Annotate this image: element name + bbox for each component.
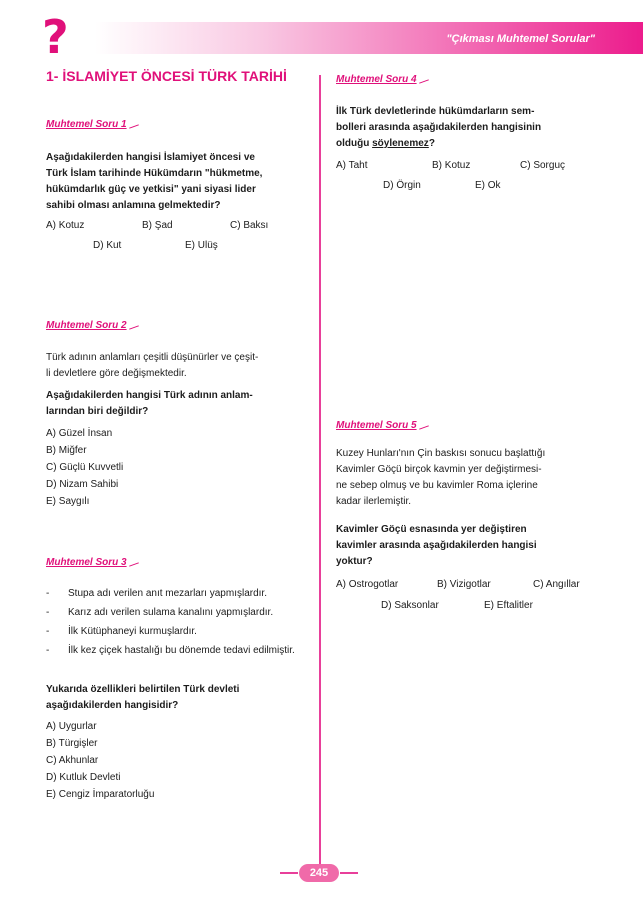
text-line: Kavimler Göçü birçok kavmin yer değiştirmesi- <box>336 464 542 475</box>
question-mark-icon: ? <box>42 10 69 64</box>
question-2-text <box>46 388 304 420</box>
question-1-text <box>46 150 304 214</box>
option-b[interactable]: B) Vizigotlar <box>437 579 491 590</box>
option-a[interactable]: A) Ostrogotlar <box>336 579 399 590</box>
text-line <box>336 136 592 152</box>
option-e[interactable]: E) Ulüş <box>185 240 218 251</box>
text-line: aşağıdakilerden hangisidir? <box>46 700 179 711</box>
option-c[interactable]: C) Sorguç <box>520 160 566 171</box>
bullet-item: - İlk kez çiçek hastalığı bu dönemde tedavi edilmiştir. <box>46 644 304 658</box>
text-line: larından biri değildir? <box>46 406 149 417</box>
option-d[interactable]: D) Kut <box>93 240 122 251</box>
text-line: Kuzey Hunları'nın Çin baskısı sonucu başlattığı <box>336 448 546 459</box>
page-number: 245 <box>299 864 339 882</box>
question-3-text <box>46 682 304 714</box>
text-line: hükümdarlık güç ve yetkisi" yani siyasi lider <box>46 184 256 195</box>
series-title: "Çıkması Muhtemel Sorular" <box>446 33 595 45</box>
bullet-item: - Stupa adı verilen anıt mezarları yapmışlardır. <box>46 587 304 601</box>
option-a[interactable]: A) Güzel İnsan <box>46 428 113 439</box>
section-title: 1- İSLAMİYET ÖNCESİ TÜRK TARİHİ <box>46 68 287 84</box>
text-line: kavimler arasında aşağıdakilerden hangisi <box>336 540 537 551</box>
text-line: sahibi olması anlamına gelmektedir? <box>46 200 221 211</box>
option-d[interactable]: D) Nizam Sahibi <box>46 479 119 490</box>
question-tag-2: Muhtemel Soru 2 <box>46 320 127 331</box>
text-line: kadar ilerlemiştir. <box>336 496 412 507</box>
text-line: li devletlere göre değişmektedir. <box>46 368 187 379</box>
question-5-text <box>336 522 592 570</box>
question-4-text <box>336 104 592 152</box>
option-b[interactable]: B) Şad <box>142 220 173 231</box>
option-a[interactable]: A) Kotuz <box>46 220 85 231</box>
question-tag-5: Muhtemel Soru 5 <box>336 420 417 431</box>
option-e[interactable]: E) Ok <box>475 180 501 191</box>
text-line: bolleri arasında aşağıdakilerden hangisinin <box>336 122 542 133</box>
option-c[interactable]: C) Angıllar <box>533 579 580 590</box>
question-3-bullets <box>46 587 304 663</box>
option-b[interactable]: B) Kotuz <box>432 160 471 171</box>
text-line: İlk Türk devletlerinde hükümdarların sem- <box>336 106 535 117</box>
emphasis-word: söylenemez <box>372 138 429 149</box>
option-b[interactable]: B) Türgişler <box>46 738 98 749</box>
text-fragment: olduğu <box>336 138 373 149</box>
question-3-options <box>46 718 304 803</box>
option-a[interactable]: A) Taht <box>336 160 368 171</box>
question-2-stem <box>46 350 304 382</box>
option-a[interactable]: A) Uygurlar <box>46 721 97 732</box>
text-line: Kavimler Göçü esnasında yer değiştiren <box>336 524 527 535</box>
option-d[interactable]: D) Saksonlar <box>381 600 439 611</box>
option-e[interactable]: E) Saygılı <box>46 496 90 507</box>
column-divider <box>319 75 321 865</box>
option-b[interactable]: B) Miğfer <box>46 445 87 456</box>
text-fragment: ? <box>428 138 435 149</box>
text-line: Aşağıdakilerden hangisi Türk adının anlam- <box>46 390 253 401</box>
option-e[interactable]: E) Eftalitler <box>484 600 533 611</box>
option-e[interactable]: E) Cengiz İmparatorluğu <box>46 789 155 800</box>
page-line-left <box>280 872 298 874</box>
question-5-stem <box>336 446 592 510</box>
option-d[interactable]: D) Örgin <box>383 180 421 191</box>
question-tag-1: Muhtemel Soru 1 <box>46 119 127 130</box>
option-d[interactable]: D) Kutluk Devleti <box>46 772 121 783</box>
option-c[interactable]: C) Güçlü Kuvvetli <box>46 462 124 473</box>
text-line: ne sebep olmuş ve bu kavimler Roma içlerine <box>336 480 538 491</box>
option-c[interactable]: C) Akhunlar <box>46 755 99 766</box>
text-line: yoktur? <box>336 556 373 567</box>
question-2-options <box>46 425 304 510</box>
text-line: Aşağıdakilerden hangisi İslamiyet öncesi ve <box>46 152 255 163</box>
bullet-item: - Karız adı verilen sulama kanalını yapmışlardır. <box>46 606 304 620</box>
option-c[interactable]: C) Baksı <box>230 220 269 231</box>
text-line: Yukarıda özellikleri belirtilen Türk devleti <box>46 684 240 695</box>
bullet-item: - İlk Kütüphaneyi kurmuşlardır. <box>46 625 304 639</box>
question-tag-3: Muhtemel Soru 3 <box>46 557 127 568</box>
page-line-right <box>340 872 358 874</box>
text-line: Türk İslam tarihinde Hükümdarın "hükmetme, <box>46 168 263 179</box>
text-line: Türk adının anlamları çeşitli düşünürler ve çeşit- <box>46 352 259 363</box>
question-tag-4: Muhtemel Soru 4 <box>336 74 417 85</box>
